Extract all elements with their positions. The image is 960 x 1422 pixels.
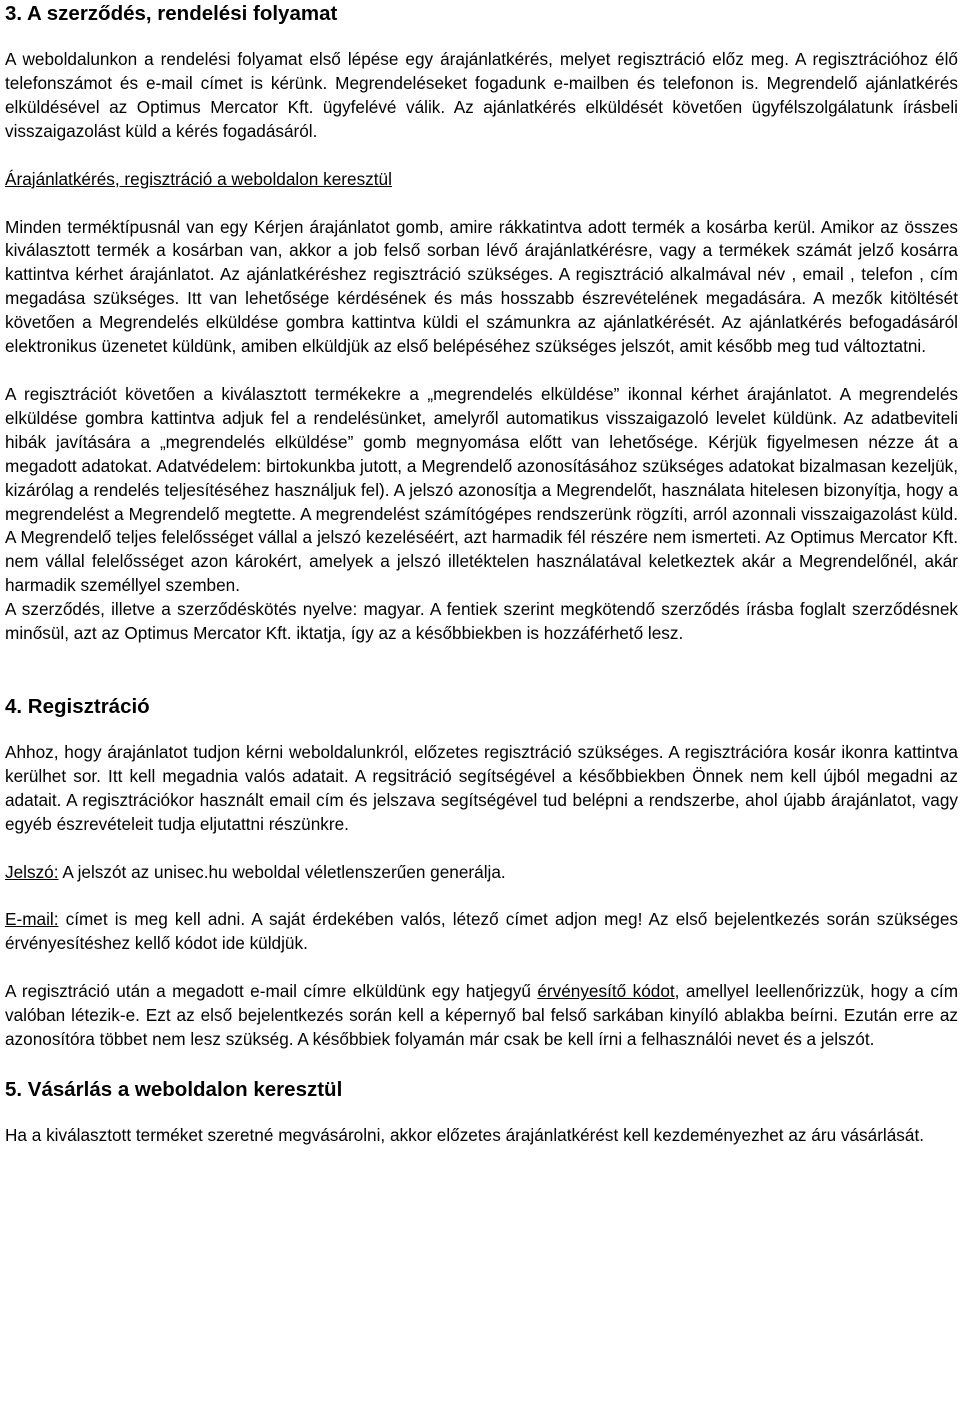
spacer bbox=[5, 1104, 958, 1124]
section-3-paragraph-2: A regisztrációt követően a kiválasztott termékekre a „megrendelés elküldése” ikonnal kérhet árajánlatot. A megrendelés elküldése gombra kattintva adjuk fel a rendelésünket, amelyről automatikus visszaigazoló levelet küldünk. Az adatbeviteli hibák javítására a „megrendelés elküldése” gomb megnyomása előtt van lehetősége. Kérjük figyelmesen nézze át a megadott adatokat. Adatvédelem: birtokunkba jutott, a Megrendelő azonosításához szükséges adatokat bizalmasan kezeljük, kizárólag a rendelés teljesítéséhez használjuk fel). A jelszó azonosítja a Megrendelőt, használata hitelesen bizonyítja, hogy a megrendelést a Megrendelő megtette. A megrendelést számítógépes rendszerünk rögzíti, arról azonnali visszaigazolást küld. A Megrendelő teljes felelősséget vállal a jelszó kezeléséért, azt harmadik fél részére nem ismerteti. Az Optimus Mercator Kft. nem vállal felelősséget azon károkért, amelyek a jelszó illetéktelen használatával keletkeztek akár a Megrendelőnél, akár harmadik személlyel szemben. bbox=[5, 383, 958, 596]
section-3-paragraph-1: Minden terméktípusnál van egy Kérjen árajánlatot gomb, amire rákkatintva adott termék a kosárba kerül. Amikor az összes kiválasztott termék a kosárban van, akkor a job felső sorban lévő árajánlatkérésre, vagy a termékek számát jelző kosárra kattintva kérhet árajánlatot. Az ajánlatkéréshez regisztráció szükséges. A regisztráció alkalmával név , email , telefon , cím megadása szükséges. Itt van lehetősége kérdésének és más hosszabb észrevételének megadására. A mezők kitöltését követően a Megrendelés elküldése gombra kattintva küldi el számunkra az ajánlatkérését. Az ajánlatkérés befogadásáról elektronikus üzenetet küldünk, amiben elküldjük az első belépéséhez szükséges jelszót, amit később meg tud változtatni. bbox=[5, 216, 958, 357]
validation-code-text: érvényesítő kódot bbox=[537, 981, 675, 1002]
email-label: E-mail: bbox=[5, 909, 59, 930]
spacer bbox=[5, 28, 958, 48]
document-page bbox=[5, 0, 958, 1148]
spacer bbox=[5, 1052, 958, 1076]
section-5-heading: 5. Vásárlás a weboldalon keresztül bbox=[5, 1078, 343, 1101]
spacer bbox=[5, 646, 958, 693]
spacer bbox=[5, 721, 958, 741]
spacer bbox=[5, 956, 958, 980]
validation-text-before: A regisztráció után a megadott e-mail címre elküldünk egy hatjegyű bbox=[5, 981, 538, 1002]
password-text: A jelszót az unisec.hu weboldal véletlenszerűen generálja. bbox=[58, 861, 506, 882]
section-4-validation-paragraph bbox=[5, 980, 958, 1052]
spacer bbox=[5, 837, 958, 861]
section-3-intro: A weboldalunkon a rendelési folyamat első lépése egy árajánlatkérés, melyet regisztráció előz meg. A regisztrációhoz élő telefonszámot és e-mail címet is kérünk. Megrendeléseket fogadunk e-mailben és telefonon is. Megrendelő ajánlatkérés elküldésével az Optimus Mercator Kft. ügyfelévé válik. Az ajánlatkérés elküldését követően ügyfélszolgálatunk írásbeli visszaigazolást küld a kérés fogadásáról. bbox=[5, 49, 958, 141]
spacer bbox=[5, 144, 958, 168]
section-3-subheading: Árajánlatkérés, regisztráció a weboldalon keresztül bbox=[5, 168, 392, 189]
section-4-heading: 4. Regisztráció bbox=[5, 694, 150, 718]
section-4-password-paragraph bbox=[5, 861, 958, 885]
password-label: Jelszó: bbox=[5, 861, 59, 882]
validation-text-after: , amellyel leellenőrizzük, hogy a cím valóban létezik-e. Ezt az első bejelentkezés során kell a képernyő bal felső sarkában kinyíló ablakba beírni. Ezután erre az azonosítóra többet nem lesz szükség. A későbbiek folyamán már csak be kell írni a felhasználói nevet és a jelszót. bbox=[5, 981, 959, 1050]
section-3-paragraph-3: A szerződés, illetve a szerződéskötés nyelve: magyar. A fentiek szerint megkötendő szerződés írásba foglalt szerződésnek minősül, azt az Optimus Mercator Kft. iktatja, így az a későbbiekben is hozzáférhető lesz. bbox=[5, 599, 958, 644]
spacer bbox=[5, 359, 958, 383]
section-3-heading: 3. A szerződés, rendelési folyamat bbox=[5, 2, 338, 25]
section-4-email-paragraph bbox=[5, 908, 958, 956]
spacer bbox=[5, 884, 958, 908]
section-5-paragraph-1: Ha a kiválasztott terméket szeretné megvásárolni, akkor előzetes árajánlatkérést kell kezdeményezhet az áru vásárlását. bbox=[5, 1125, 925, 1145]
section-4-paragraph-1: Ahhoz, hogy árajánlatot tudjon kérni weboldalunkról, előzetes regisztráció szükséges. A regisztrációra kosár ikonra kattintva kerülhet sor. Itt kell megadnia valós adatait. A regsitráció segítségével a későbbiekben Önnek nem kell újból megadni az adatait. A regisztrációkor használt email cím és jelszava segítségével tud belépni a rendszerbe, ahol újabb árajánlatot, vagy egyéb észrevételeit tudja eljutattni részünkre. bbox=[5, 741, 958, 834]
email-text: címet is meg kell adni. A saját érdekében valós, létező címet adjon meg! Az első bejelentkezés során szükséges érvényesítéshez kellő kódot ide küldjük. bbox=[5, 909, 958, 954]
spacer bbox=[5, 192, 958, 216]
